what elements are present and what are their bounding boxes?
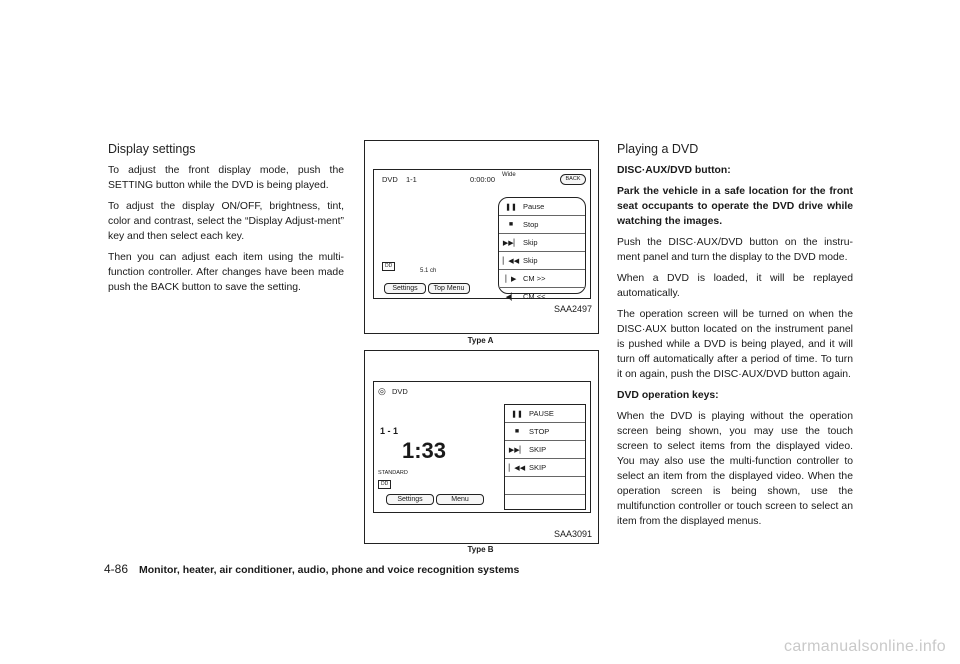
paragraph: To adjust the front display mode, push the SETTING button while the DVD is being played. xyxy=(108,165,344,191)
subheading-operation-keys: DVD operation keys: xyxy=(617,390,719,401)
audio-channels: 5.1 ch xyxy=(420,268,437,274)
subheading-disc-aux: DISC·AUX/DVD button: xyxy=(617,165,731,176)
time-readout: 0:00:00 xyxy=(470,175,496,184)
paragraph: Push the DISC·AUX/DVD button on the instru-ment panel and turn the display to the DVD mode. xyxy=(617,237,853,263)
dvd-screen-a xyxy=(373,169,591,299)
page-footer xyxy=(104,562,519,576)
warning-paragraph: Park the vehicle in a safe location for the front seat occupants to operate the DVD drive while watching the images. xyxy=(617,186,853,227)
chapter-label: 1 - 1 xyxy=(380,426,399,436)
section-name: Monitor, heater, air conditioner, audio, phone and voice recognition systems xyxy=(138,564,520,576)
menu-item-skip-forward[interactable]: ▶▶▏ SKIP xyxy=(505,441,585,459)
skip-back-icon: ▏◀◀ xyxy=(502,257,520,265)
section-title-playing-dvd: Playing a DVD xyxy=(617,142,699,156)
cm-forward-icon: ▏▶ xyxy=(505,275,517,283)
skip-forward-icon: ▶▶▏ xyxy=(502,239,520,247)
settings-button[interactable]: Settings xyxy=(386,494,434,505)
left-column xyxy=(108,142,344,301)
menu-button[interactable]: Menu xyxy=(436,494,484,505)
dolby-logo: DD xyxy=(378,480,391,489)
paragraph: When the DVD is playing without the operation screen being shown, you may use the touch screen to select items from the displayed video. You may also use the multi-function controller to select an item from the displayed video. When the operation screen is being shown, use the multifunction controller or touch screen to select an item from the displayed menus. xyxy=(617,411,853,527)
figure-code: SAA3091 xyxy=(553,529,592,539)
figure-caption-b: Type B xyxy=(467,545,494,554)
paragraph: Then you can adjust each item using the multi-function controller. After changes have been made push the BACK button to save the setting. xyxy=(108,252,344,293)
top-menu-button[interactable]: Top Menu xyxy=(428,283,470,294)
paragraph: The operation screen will be turned on when the DISC·AUX button located on the instrument panel is pushed while a DVD is being played, and it will turn off automatically after a period of time. To turn it on again, push the DISC·AUX/DVD button again. xyxy=(617,309,853,380)
menu-item-pause[interactable]: ❚❚ PAUSE xyxy=(505,405,585,423)
stop-icon: ■ xyxy=(508,221,514,228)
figure-code: SAA2497 xyxy=(553,304,592,314)
menu-item-cm-back[interactable]: ◀▏ CM << xyxy=(499,288,585,305)
playback-menu xyxy=(504,404,586,510)
menu-item-stop[interactable]: ■ STOP xyxy=(505,423,585,441)
pause-icon: ❚❚ xyxy=(505,203,517,211)
figure-type-b xyxy=(364,350,599,544)
menu-item-skip-back[interactable]: ▏◀◀ Skip xyxy=(499,252,585,270)
back-button[interactable]: BACK xyxy=(560,174,586,185)
right-column xyxy=(617,142,853,535)
menu-empty-row xyxy=(505,477,585,495)
cm-back-icon: ◀▏ xyxy=(505,293,517,301)
menu-empty-row xyxy=(505,495,585,512)
chapter-label: 1-1 xyxy=(406,175,417,184)
figure-type-a xyxy=(364,140,599,334)
page-number: 4-86 xyxy=(104,562,129,576)
watermark: carmanualsonline.info xyxy=(784,638,946,655)
section-title-display-settings: Display settings xyxy=(108,142,196,156)
sound-mode-label: STANDARD xyxy=(378,470,408,476)
figure-caption-a: Type A xyxy=(467,336,494,345)
menu-item-skip-back[interactable]: ▏◀◀ SKIP xyxy=(505,459,585,477)
settings-button[interactable]: Settings xyxy=(384,283,426,294)
skip-back-icon: ▏◀◀ xyxy=(508,464,526,472)
paragraph: To adjust the display ON/OFF, brightness, tint, color and contrast, select the “Display Adjust-ment” key and then select each key. xyxy=(108,201,344,242)
source-label: DVD xyxy=(392,387,408,396)
pause-icon: ❚❚ xyxy=(511,410,523,418)
menu-item-pause[interactable]: ❚❚ Pause xyxy=(499,198,585,216)
source-label: DVD xyxy=(382,175,398,184)
dolby-logo: DD xyxy=(382,262,395,271)
stop-icon: ■ xyxy=(514,428,520,435)
time-readout: 1:33 xyxy=(402,438,447,463)
menu-item-cm-forward[interactable]: ▏▶ CM >> xyxy=(499,270,585,288)
menu-item-stop[interactable]: ■ Stop xyxy=(499,216,585,234)
dvd-disc-icon: ◎ xyxy=(378,386,386,396)
skip-forward-icon: ▶▶▏ xyxy=(508,446,526,454)
dvd-screen-b xyxy=(373,381,591,513)
mode-label: Wide xyxy=(502,172,516,178)
paragraph: When a DVD is loaded, it will be replayed automatically. xyxy=(617,273,853,299)
menu-item-skip-forward[interactable]: ▶▶▏ Skip xyxy=(499,234,585,252)
playback-menu xyxy=(498,197,586,301)
